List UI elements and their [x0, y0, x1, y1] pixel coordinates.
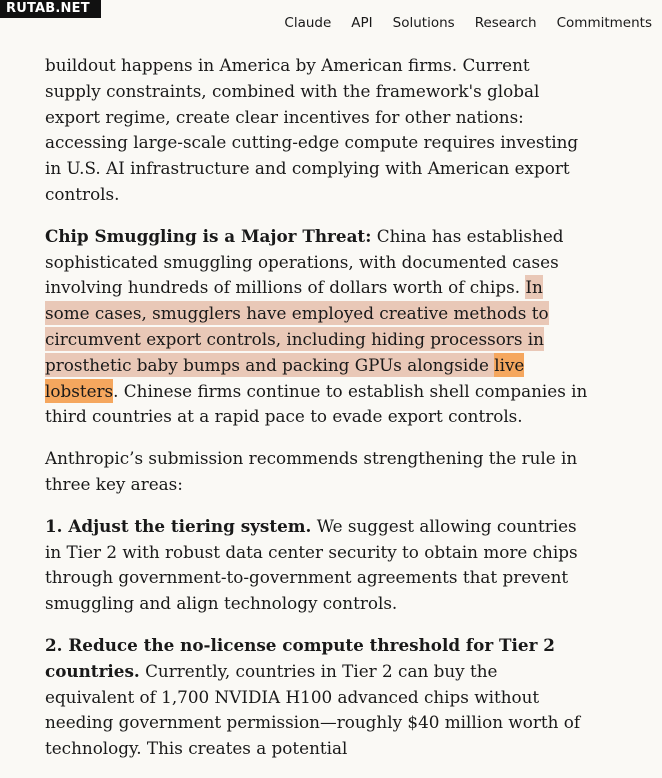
highlighted-text-strong: live lobsters	[45, 354, 525, 401]
paragraph-text: We suggest allowing countries in Tier 2 with robust data center security to obtain more chips through government-to-government agreements that prevent smuggling and align technology controls.	[45, 515, 578, 614]
nav-research[interactable]: Research	[474, 15, 537, 31]
watermark-logo: RUTAB.NET	[0, 0, 101, 18]
paragraph-chip-smuggling	[45, 224, 590, 430]
highlighted-text: In some cases, smugglers have employed creative methods to circumvent export controls, including hiding processors in prosthetic baby bumps and packing GPUs alongside	[45, 277, 549, 375]
paragraph-threshold	[45, 633, 590, 762]
nav-solutions[interactable]: Solutions	[392, 15, 455, 31]
paragraph-export-incentives: buildout happens in America by American firms. Current supply constraints, combined with the framework's global export regime, create clear incentives for other nations: accessing large-scale cutting-edge compute requires investing in U.S. AI infrastructure and complying with American export controls.	[45, 55, 579, 204]
paragraph-text: Currently, countries in Tier 2 can buy the equivalent of 1,700 NVIDIA H100 advanced chips without needing government permission—roughly $40 million worth of technology. This creates a potential	[45, 660, 581, 759]
article-body	[45, 53, 590, 778]
nav-api[interactable]: API	[351, 15, 373, 31]
paragraph-lead: 1. Adjust the tiering system.	[45, 515, 312, 536]
nav-commitments[interactable]: Commitments	[556, 15, 652, 31]
top-nav	[264, 15, 652, 31]
paragraph-text: . Chinese firms continue to establish shell companies in third countries at a rapid pace to evade export controls.	[45, 380, 588, 427]
paragraph-text: China has established sophisticated smuggling operations, with documented cases involving hundreds of millions of dollars worth of chips.	[45, 225, 564, 298]
nav-claude[interactable]: Claude	[284, 15, 332, 31]
paragraph-lead: 2. Reduce the no-license compute threshold for Tier 2 countries.	[45, 634, 555, 681]
paragraph-recommendations: Anthropic’s submission recommends strengthening the rule in three key areas:	[45, 448, 578, 494]
paragraph-lead: Chip Smuggling is a Major Threat:	[45, 225, 372, 246]
paragraph-tiering	[45, 514, 590, 617]
